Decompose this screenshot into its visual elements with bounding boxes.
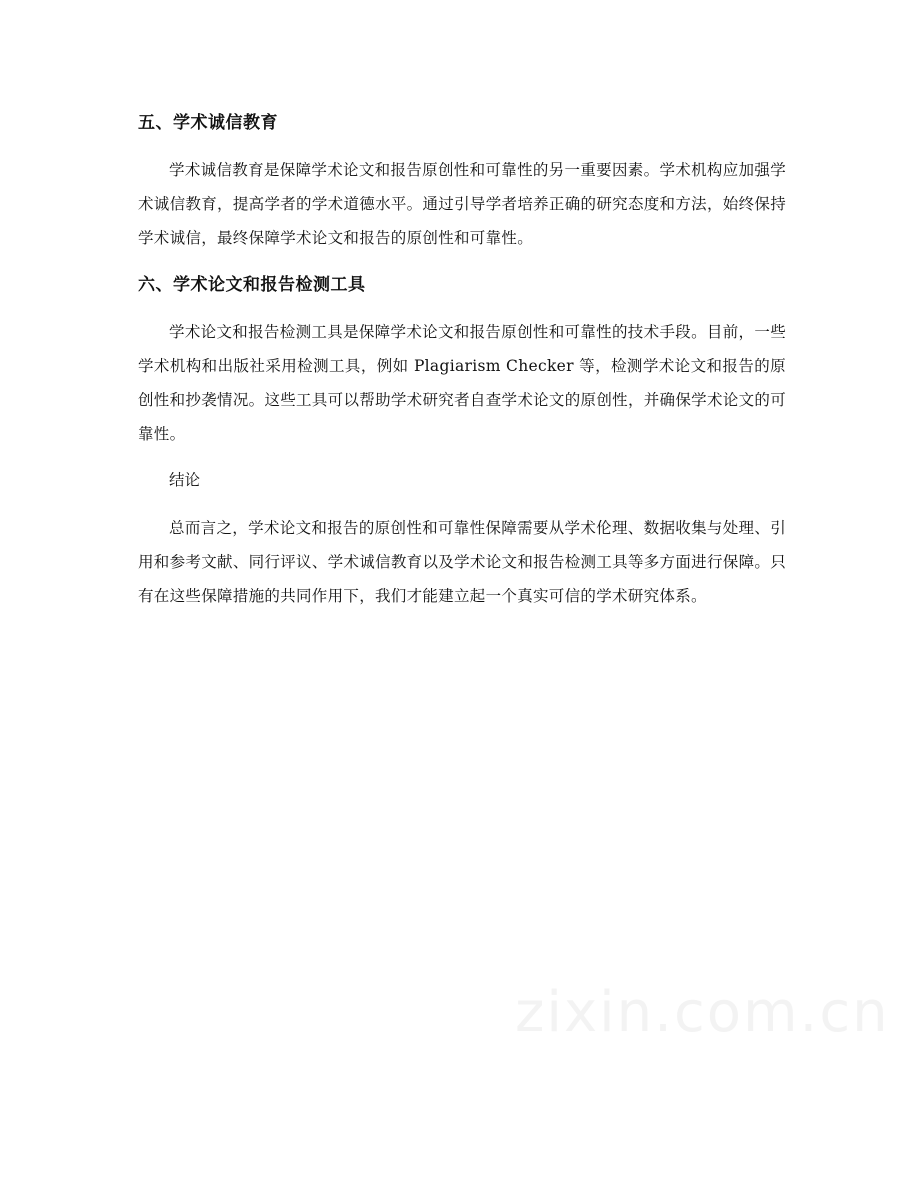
conclusion-label: 结论: [169, 471, 201, 489]
section-heading-academic-integrity-education: 五、学术诚信教育: [138, 113, 278, 133]
section-paragraph-academic-integrity-education: 学术诚信教育是保障学术论文和报告原创性和可靠性的另一重要因素。学术机构应加强学术诚信教育，提高学者的学术道德水平。通过引导学者培养正确的研究态度和方法，始终保持学术诚信，最终保障学术论文和报告的原创性和可靠性。: [138, 161, 786, 247]
document-body: [138, 105, 786, 625]
watermark: zixin.com.cn: [515, 980, 890, 1045]
conclusion-paragraph: 总而言之，学术论文和报告的原创性和可靠性保障需要从学术伦理、数据收集与处理、引用和参考文献、同行评议、学术诚信教育以及学术论文和报告检测工具等多方面进行保障。只有在这些保障措施的共同作用下，我们才能建立起一个真实可信的学术研究体系。: [138, 519, 786, 605]
section-paragraph-detection-tools: 学术论文和报告检测工具是保障学术论文和报告原创性和可靠性的技术手段。目前，一些学术机构和出版社采用检测工具，例如 Plagiarism Checker 等，检测学术论文和报告的原创性和抄袭情况。这些工具可以帮助学术研究者自查学术论文的原创性，并确保学术论文的可靠性。: [138, 323, 786, 443]
section-heading-detection-tools: 六、学术论文和报告检测工具: [138, 275, 366, 295]
